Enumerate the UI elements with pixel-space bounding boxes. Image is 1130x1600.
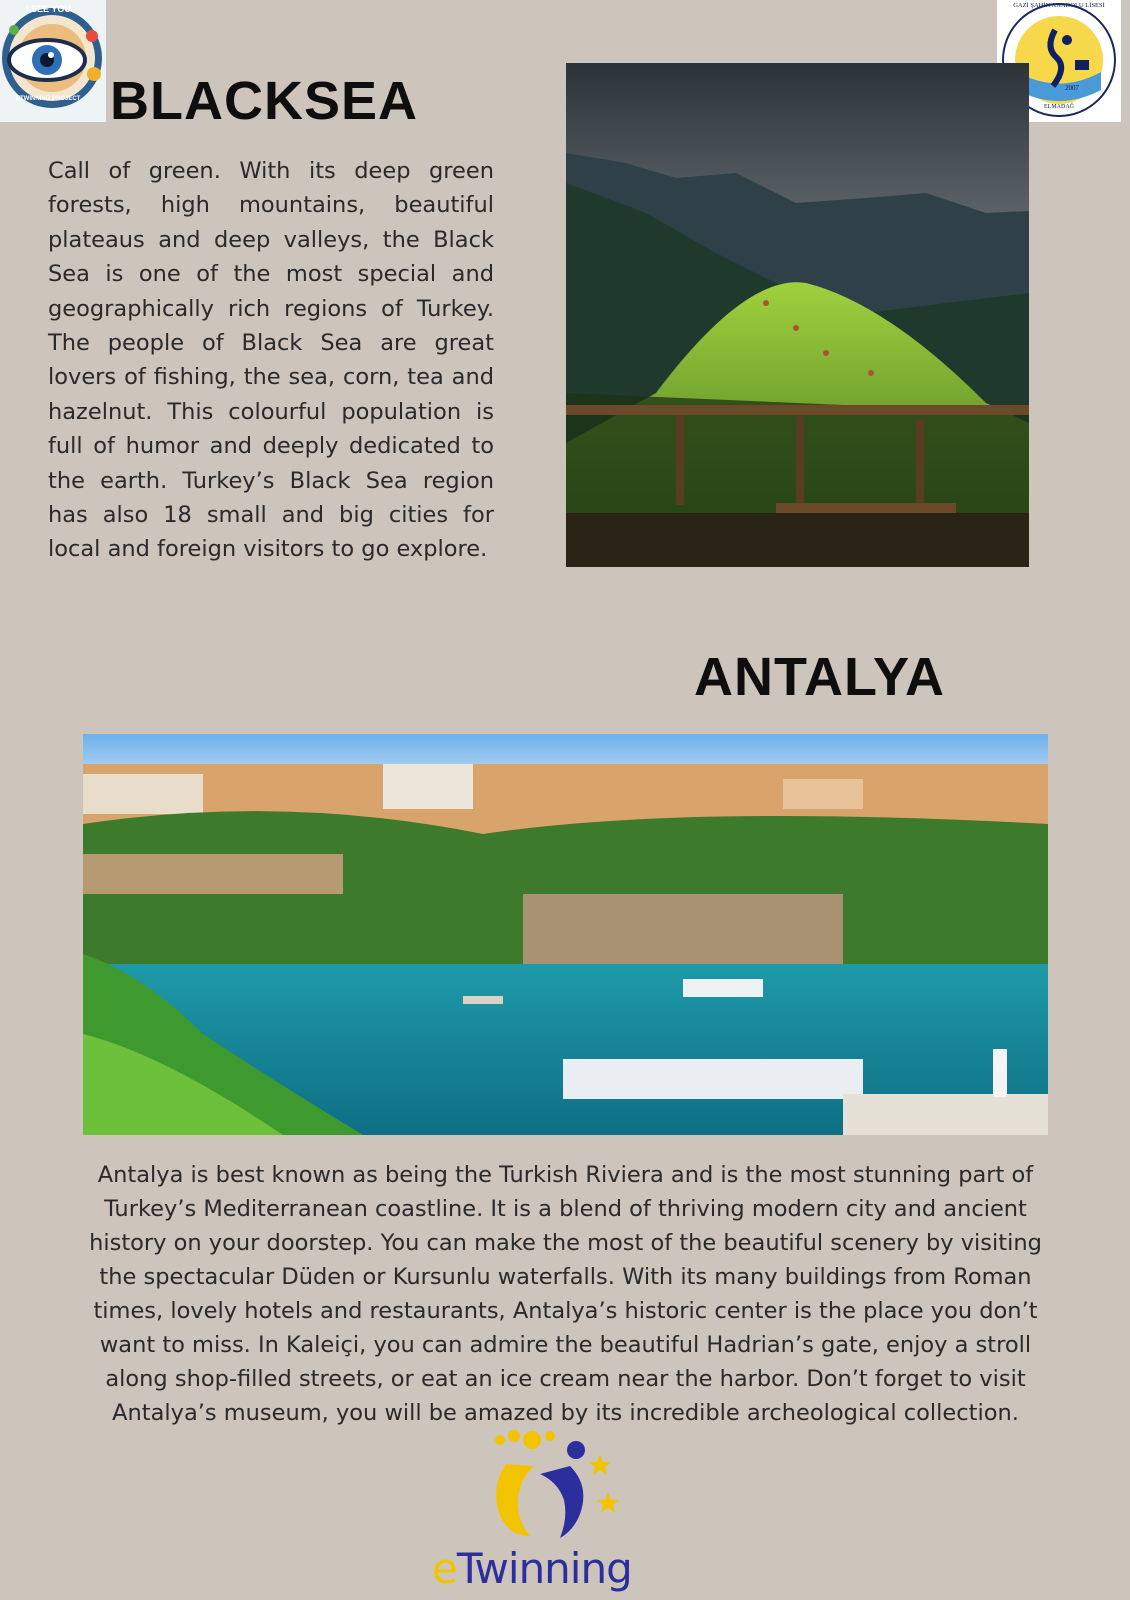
eye-icon [0,0,106,122]
antalya-title: ANTALYA [694,647,946,707]
etwinning-e-letter: e [432,1544,457,1593]
etwinning-wordmark: Twinning [456,1544,632,1593]
crest-arc-text: GAZİ ŞAHİN ANADOLU LİSESİ [1013,2,1105,9]
etwinning-logo [430,1426,700,1598]
blacksea-mountain-photo [566,63,1029,567]
antalya-paragraph: Antalya is best known as being the Turkish Riviera and is the most stunning part of Turkey’s Mediterranean coastline. It is a blend of thriving modern city and ancient history on your doorstep. You can make the most of the beautiful scenery by visiting the spectacular Düden or Kursunlu waterfalls. With its many buildings from Roman times, lovely hotels and restaurants, Antalya’s historic center is the place you don’t want to miss. In Kaleiçi, you can admire the beautiful Hadrian’s gate, enjoy a stroll along shop-filled streets, or eat an ice cream near the harbor. Don’t forget to visit Antalya’s museum, you will be amazed by its incredible archeological collection. [89,1162,1042,1426]
project-badge-logo [0,0,106,122]
crest-year: 2007 [1065,84,1079,92]
badge-bottom-text: ETWINNING PROJECT [16,96,81,102]
blacksea-title: BLACKSEA [110,71,419,131]
crest-town: ELMADAĞ [1044,104,1074,110]
badge-top-text: I SEE YOU [26,4,71,14]
antalya-harbor-photo [83,734,1048,1135]
etwinning-logo-icon [430,1426,700,1556]
blacksea-paragraph: Call of green. With its deep green forests, high mountains, beautiful plateaus and deep valleys, the Black Sea is one of the most special and geographically rich regions of Turkey. The people of Black Sea are great lovers of fishing, the sea, corn, tea and hazelnut. This colourful population is full of humor and deeply dedicated to the earth. Turkey’s Black Sea region has also 18 small and big cities for local and foreign visitors to go explore. [48,158,494,563]
